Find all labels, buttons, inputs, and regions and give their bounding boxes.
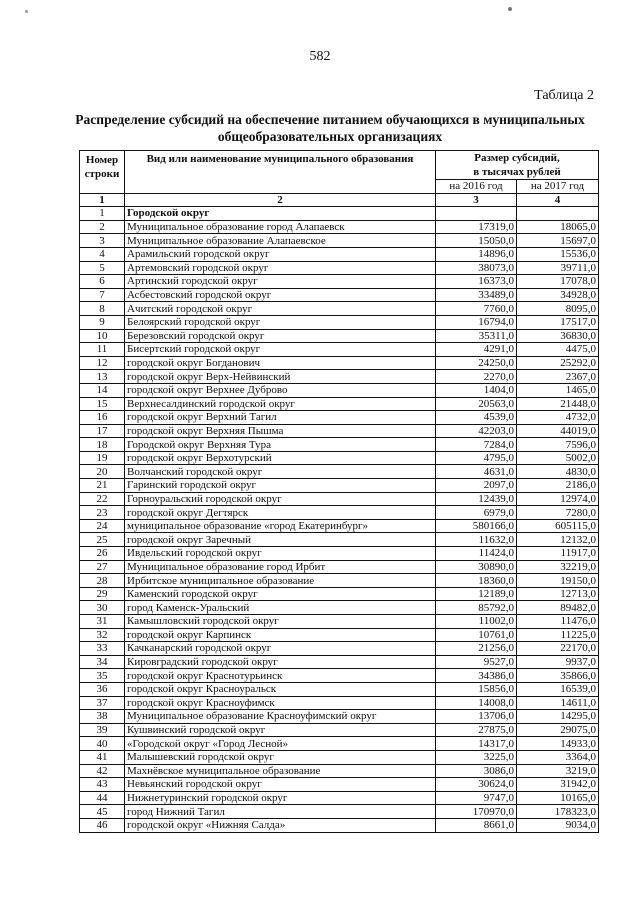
column-number: 1	[80, 193, 125, 207]
subsidy-2016: 4539,0	[436, 411, 517, 425]
subsidy-2017: 14611,0	[517, 696, 599, 710]
subsidy-2016: 30890,0	[436, 560, 517, 574]
subsidy-2016: 85792,0	[436, 601, 517, 615]
subsidy-2016: 11632,0	[436, 533, 517, 547]
row-number: 5	[80, 261, 125, 275]
table-row	[80, 343, 599, 357]
subsidy-2017: 11225,0	[517, 628, 599, 642]
municipality-name: Невьянский городской округ	[125, 778, 436, 792]
municipality-name: городской округ Богданович	[125, 356, 436, 370]
table-row	[80, 764, 599, 778]
subsidy-2017: 39711,0	[517, 261, 599, 275]
municipality-name: Камышловский городской округ	[125, 615, 436, 629]
subsidy-2017: 19150,0	[517, 574, 599, 588]
subsidy-2016: 16794,0	[436, 315, 517, 329]
subsidy-2017: 15697,0	[517, 234, 599, 248]
subsidy-2017: 7596,0	[517, 438, 599, 452]
subsidy-2016: 14317,0	[436, 737, 517, 751]
header-subsidy-size	[436, 151, 599, 180]
table-row	[80, 492, 599, 506]
subsidy-2017: 178323,0	[517, 805, 599, 819]
table-row	[80, 601, 599, 615]
subsidy-2017: 35866,0	[517, 669, 599, 683]
subsidy-2016: 21256,0	[436, 642, 517, 656]
table-row	[80, 302, 599, 316]
municipality-name: городской округ Верхняя Пышма	[125, 424, 436, 438]
table-row	[80, 207, 599, 221]
subsidy-2016: 27875,0	[436, 723, 517, 737]
row-number: 25	[80, 533, 125, 547]
subsidy-2016: 7760,0	[436, 302, 517, 316]
municipality-name: Муниципальное образование Алапаевское	[125, 234, 436, 248]
municipality-name: Муниципальное образование город Алапаевск	[125, 220, 436, 234]
municipality-name: Муниципальное образование Красноуфимский округ	[125, 710, 436, 724]
row-number: 4	[80, 247, 125, 261]
row-number: 10	[80, 329, 125, 343]
municipality-name: Волчанский городской округ	[125, 465, 436, 479]
row-number: 18	[80, 438, 125, 452]
table-row	[80, 451, 599, 465]
row-number: 6	[80, 275, 125, 289]
title-line-1: Распределение субсидий на обеспечение питанием обучающихся в муниципальных	[75, 112, 585, 127]
subsidy-2016: 1404,0	[436, 383, 517, 397]
subsidy-2017: 44019,0	[517, 424, 599, 438]
municipality-name: городской округ Верхнее Дуброво	[125, 383, 436, 397]
municipality-name: городской округ Дегтярск	[125, 506, 436, 520]
header-row	[80, 151, 599, 180]
subsidy-2017: 12713,0	[517, 587, 599, 601]
municipality-name: Гаринский городской округ	[125, 479, 436, 493]
subsidy-2017: 4830,0	[517, 465, 599, 479]
subsidy-2016: 14896,0	[436, 247, 517, 261]
subsidy-2017: 12974,0	[517, 492, 599, 506]
subsidy-2016: 3086,0	[436, 764, 517, 778]
table-row	[80, 438, 599, 452]
row-number: 2	[80, 220, 125, 234]
row-number: 29	[80, 587, 125, 601]
subsidy-2017: 16539,0	[517, 682, 599, 696]
subsidy-2017: 7280,0	[517, 506, 599, 520]
subsidy-2017: 32219,0	[517, 560, 599, 574]
subsidy-2017: 29075,0	[517, 723, 599, 737]
subsidy-2016: 20563,0	[436, 397, 517, 411]
header-subsidy-size-line2: в тысячах рублей	[473, 166, 561, 178]
municipality-name: городской округ Верхний Тагил	[125, 411, 436, 425]
row-number: 27	[80, 560, 125, 574]
subsidy-2016: 35311,0	[436, 329, 517, 343]
municipality-name: Ивдельский городской округ	[125, 547, 436, 561]
row-number: 36	[80, 682, 125, 696]
row-number: 14	[80, 383, 125, 397]
municipality-name: Асбестовский городской округ	[125, 288, 436, 302]
subsidy-2017: 15536,0	[517, 247, 599, 261]
row-number: 30	[80, 601, 125, 615]
row-number: 37	[80, 696, 125, 710]
row-number: 24	[80, 519, 125, 533]
municipality-name: Ирбитское муниципальное образование	[125, 574, 436, 588]
municipality-name: городской округ Красноуфимск	[125, 696, 436, 710]
municipality-name: Березовский городской округ	[125, 329, 436, 343]
municipality-name: городской округ Красноуральск	[125, 682, 436, 696]
table-row	[80, 370, 599, 384]
subsidy-2016: 2097,0	[436, 479, 517, 493]
subsidy-2016: 4291,0	[436, 343, 517, 357]
row-number: 26	[80, 547, 125, 561]
row-number: 39	[80, 723, 125, 737]
municipality-name: город Нижний Тагил	[125, 805, 436, 819]
municipality-name: городской округ Верхотурский	[125, 451, 436, 465]
subsidy-2017	[517, 207, 599, 221]
table-row	[80, 778, 599, 792]
municipality-name: Кировградский городской округ	[125, 655, 436, 669]
row-number: 12	[80, 356, 125, 370]
column-numbers-row	[80, 193, 599, 207]
row-number: 20	[80, 465, 125, 479]
subsidy-2017: 36830,0	[517, 329, 599, 343]
row-number: 32	[80, 628, 125, 642]
subsidy-2016: 9527,0	[436, 655, 517, 669]
municipality-name: городской округ Краснотурьинск	[125, 669, 436, 683]
subsidy-2016: 11424,0	[436, 547, 517, 561]
row-number: 19	[80, 451, 125, 465]
title-line-2: общеобразовательных организациях	[217, 129, 443, 144]
table-row	[80, 805, 599, 819]
header-year-2017: на 2017 год	[517, 180, 599, 194]
subsidy-2017: 1465,0	[517, 383, 599, 397]
table-label: Таблица 2	[534, 88, 594, 103]
table-row	[80, 818, 599, 832]
subsidy-2017: 14295,0	[517, 710, 599, 724]
subsidy-2017: 17078,0	[517, 275, 599, 289]
municipality-name: Ачитский городской округ	[125, 302, 436, 316]
table-row	[80, 737, 599, 751]
subsidy-2017: 2186,0	[517, 479, 599, 493]
subsidy-2016: 14008,0	[436, 696, 517, 710]
municipality-name: Артинский городской округ	[125, 275, 436, 289]
subsidy-2016: 38073,0	[436, 261, 517, 275]
row-number: 42	[80, 764, 125, 778]
header-municipality: Вид или наименование муниципального образования	[125, 151, 436, 194]
table-row	[80, 506, 599, 520]
table-row	[80, 220, 599, 234]
scan-speck	[25, 10, 28, 13]
subsidy-2017: 12132,0	[517, 533, 599, 547]
row-number: 38	[80, 710, 125, 724]
subsidy-2016: 4795,0	[436, 451, 517, 465]
subsidy-2016: 8661,0	[436, 818, 517, 832]
table-row	[80, 710, 599, 724]
subsidy-2017: 11476,0	[517, 615, 599, 629]
header-subsidy-size-line1: Размер субсидий,	[474, 152, 560, 164]
subsidy-2017: 3219,0	[517, 764, 599, 778]
municipality-name: Городской округ Верхняя Тура	[125, 438, 436, 452]
table-row	[80, 669, 599, 683]
subsidy-2016: 7284,0	[436, 438, 517, 452]
table-row	[80, 288, 599, 302]
row-number: 9	[80, 315, 125, 329]
municipality-name: Верхнесалдинский городской округ	[125, 397, 436, 411]
table-row	[80, 261, 599, 275]
municipality-name: Муниципальное образование город Ирбит	[125, 560, 436, 574]
row-number: 15	[80, 397, 125, 411]
row-number: 3	[80, 234, 125, 248]
subsidy-2016: 34386,0	[436, 669, 517, 683]
row-number: 17	[80, 424, 125, 438]
table-row	[80, 247, 599, 261]
subsidy-2017: 21448,0	[517, 397, 599, 411]
row-number: 33	[80, 642, 125, 656]
subsidy-2017: 9937,0	[517, 655, 599, 669]
table-row	[80, 411, 599, 425]
municipality-name: Качканарский городской округ	[125, 642, 436, 656]
table-row	[80, 696, 599, 710]
subsidy-2017: 8095,0	[517, 302, 599, 316]
row-number: 11	[80, 343, 125, 357]
table-row	[80, 533, 599, 547]
row-number: 23	[80, 506, 125, 520]
municipality-name: городской округ Верх-Нейвинский	[125, 370, 436, 384]
subsidy-2016: 15856,0	[436, 682, 517, 696]
table-row	[80, 479, 599, 493]
municipality-name: Кушвинский городской округ	[125, 723, 436, 737]
row-number: 44	[80, 791, 125, 805]
row-number: 31	[80, 615, 125, 629]
table-body	[80, 207, 599, 832]
subsidy-2016: 9747,0	[436, 791, 517, 805]
subsidy-2017: 14933,0	[517, 737, 599, 751]
municipality-name: Артемовский городской округ	[125, 261, 436, 275]
municipality-name: Малышевский городской округ	[125, 750, 436, 764]
row-number: 13	[80, 370, 125, 384]
page-number: 582	[309, 49, 331, 64]
table-row	[80, 356, 599, 370]
subsidy-2016: 18360,0	[436, 574, 517, 588]
subsidy-2017: 9034,0	[517, 818, 599, 832]
municipality-name: Каменский городской округ	[125, 587, 436, 601]
subsidy-2016: 6979,0	[436, 506, 517, 520]
table-row	[80, 723, 599, 737]
table-row	[80, 397, 599, 411]
subsidy-2016: 13706,0	[436, 710, 517, 724]
table-row	[80, 465, 599, 479]
table-row	[80, 383, 599, 397]
subsidy-2017: 10165,0	[517, 791, 599, 805]
subsidy-2017: 25292,0	[517, 356, 599, 370]
row-number: 21	[80, 479, 125, 493]
header-year-2016: на 2016 год	[436, 180, 517, 194]
municipality-name: Махнёвское муниципальное образование	[125, 764, 436, 778]
row-number: 46	[80, 818, 125, 832]
subsidy-2016: 2270,0	[436, 370, 517, 384]
subsidy-2017: 89482,0	[517, 601, 599, 615]
municipality-name: Бисертский городской округ	[125, 343, 436, 357]
municipality-name: Городской округ	[125, 207, 436, 221]
column-number: 2	[125, 193, 436, 207]
row-number: 16	[80, 411, 125, 425]
table-row	[80, 574, 599, 588]
subsidy-2016: 10761,0	[436, 628, 517, 642]
municipality-name: Нижнетуринский городской округ	[125, 791, 436, 805]
table-row	[80, 682, 599, 696]
table-row	[80, 329, 599, 343]
subsidy-2017: 34928,0	[517, 288, 599, 302]
subsidy-2017: 17517,0	[517, 315, 599, 329]
subsidy-2016: 33489,0	[436, 288, 517, 302]
subsidy-2017: 22170,0	[517, 642, 599, 656]
scan-speck	[508, 7, 512, 11]
municipality-name: город Каменск-Уральский	[125, 601, 436, 615]
subsidy-2016: 3225,0	[436, 750, 517, 764]
row-number: 22	[80, 492, 125, 506]
subsidies-table	[79, 150, 599, 833]
row-number: 8	[80, 302, 125, 316]
municipality-name: городской округ Заречный	[125, 533, 436, 547]
subsidy-2016: 42203,0	[436, 424, 517, 438]
subsidy-2017: 11917,0	[517, 547, 599, 561]
subsidy-2016: 4631,0	[436, 465, 517, 479]
table-row	[80, 547, 599, 561]
column-number: 3	[436, 193, 517, 207]
document-title	[70, 111, 590, 145]
subsidy-2016: 24250,0	[436, 356, 517, 370]
subsidy-2017: 4475,0	[517, 343, 599, 357]
table-row	[80, 628, 599, 642]
municipality-name: «Городской округ «Город Лесной»	[125, 737, 436, 751]
subsidy-2017: 3364,0	[517, 750, 599, 764]
column-number: 4	[517, 193, 599, 207]
subsidy-2016	[436, 207, 517, 221]
row-number: 7	[80, 288, 125, 302]
table-row	[80, 560, 599, 574]
subsidy-2016: 16373,0	[436, 275, 517, 289]
table-row	[80, 791, 599, 805]
municipality-name: городской округ «Нижняя Салда»	[125, 818, 436, 832]
subsidy-2016: 15050,0	[436, 234, 517, 248]
municipality-name: Арамильский городской округ	[125, 247, 436, 261]
table-row	[80, 519, 599, 533]
table-row	[80, 655, 599, 669]
table-row	[80, 615, 599, 629]
municipality-name: муниципальное образование «город Екатеринбург»	[125, 519, 436, 533]
subsidy-2017: 31942,0	[517, 778, 599, 792]
row-number: 35	[80, 669, 125, 683]
subsidy-2017: 605115,0	[517, 519, 599, 533]
row-number: 28	[80, 574, 125, 588]
subsidy-2016: 12439,0	[436, 492, 517, 506]
subsidy-2016: 30624,0	[436, 778, 517, 792]
row-number: 40	[80, 737, 125, 751]
row-number: 45	[80, 805, 125, 819]
subsidy-2017: 2367,0	[517, 370, 599, 384]
subsidy-2016: 580166,0	[436, 519, 517, 533]
row-number: 34	[80, 655, 125, 669]
subsidy-2017: 18065,0	[517, 220, 599, 234]
subsidy-2016: 11002,0	[436, 615, 517, 629]
municipality-name: Белоярский городской округ	[125, 315, 436, 329]
row-number: 43	[80, 778, 125, 792]
subsidy-2016: 17319,0	[436, 220, 517, 234]
table-row	[80, 424, 599, 438]
table-row	[80, 234, 599, 248]
subsidy-2017: 5002,0	[517, 451, 599, 465]
table-row	[80, 315, 599, 329]
table-row	[80, 275, 599, 289]
header-row-number: Номер строки	[80, 151, 125, 194]
subsidy-2016: 12189,0	[436, 587, 517, 601]
row-number: 41	[80, 750, 125, 764]
row-number: 1	[80, 207, 125, 221]
subsidy-2017: 4732,0	[517, 411, 599, 425]
municipality-name: городской округ Карпинск	[125, 628, 436, 642]
table-row	[80, 750, 599, 764]
table-row	[80, 642, 599, 656]
subsidy-2016: 170970,0	[436, 805, 517, 819]
municipality-name: Горноуральский городской округ	[125, 492, 436, 506]
table-row	[80, 587, 599, 601]
